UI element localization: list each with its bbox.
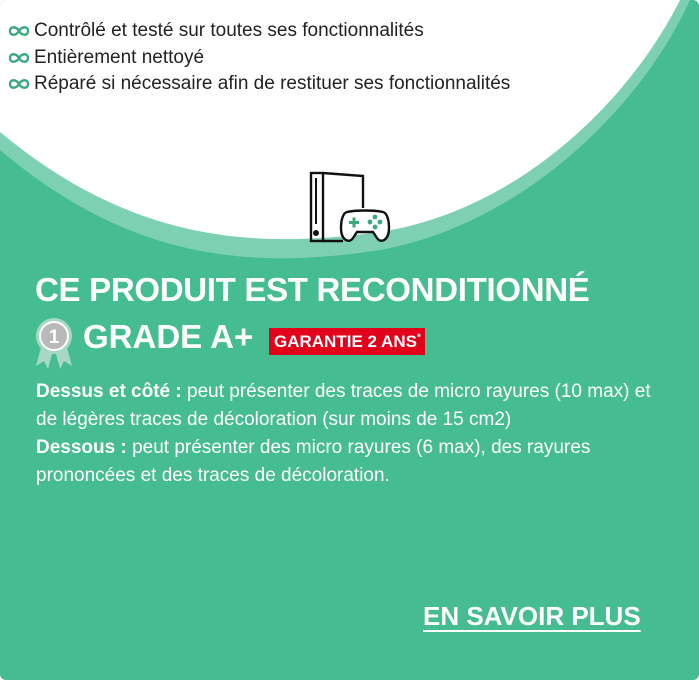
grade-description [36,378,666,490]
warranty-badge [269,328,425,355]
medal-number: 1 [48,327,60,348]
feature-list [6,18,566,98]
bottom-text: peut présenter des micro rayures (6 max), des rayures prononcées et des traces de décoloration. [36,437,591,486]
top-label: Dessus et côté : [36,381,182,402]
top-text: peut présenter des traces de micro rayures (10 max) et de légères traces de décoloration (sur moins de 15 cm2) [36,381,651,430]
feature-item [6,18,566,45]
grade-label: GRADE A+ [83,318,254,355]
headline: CE PRODUIT EST RECONDITIONNÉ [35,271,590,308]
medal-icon [33,316,75,370]
feature-item [6,71,566,98]
feature-text: Réparé si nécessaire afin de restituer ses fonctionnalités [34,73,511,94]
feature-text: Entièrement nettoyé [34,46,205,68]
feature-text: Contrôlé et testé sur toutes ses fonctionnalités [34,20,424,41]
warranty-asterisk: * [416,332,421,344]
infinity-icon [6,49,32,67]
infinity-icon [6,75,32,93]
game-console-icon [305,170,395,250]
learn-more-link[interactable]: EN SAVOIR PLUS [423,601,641,631]
bottom-label: Dessous : [36,437,127,458]
feature-item [6,45,566,72]
infinity-icon [6,22,32,40]
warranty-text: GARANTIE 2 ANS [274,332,417,351]
